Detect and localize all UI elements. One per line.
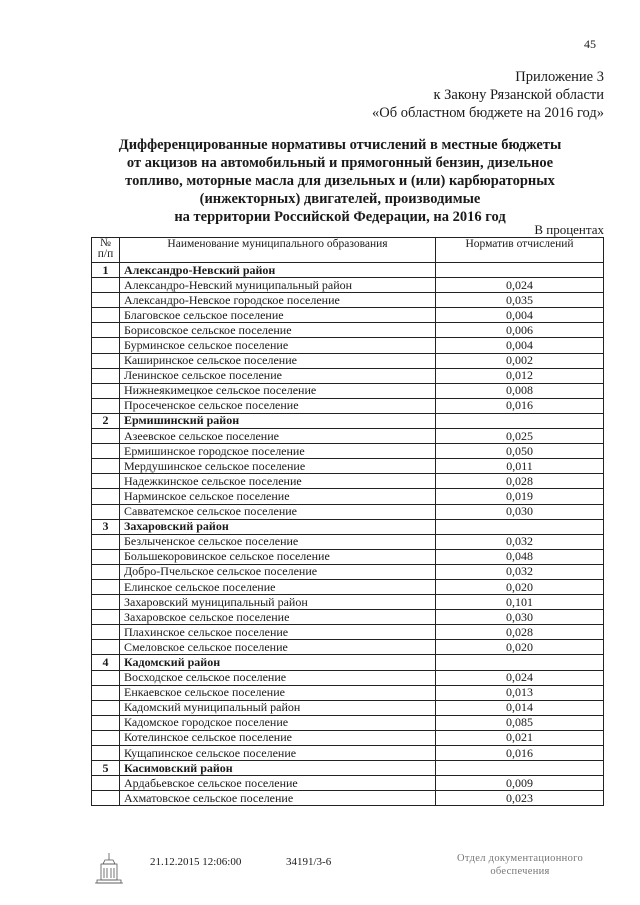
row-name: Савватемское сельское поселение [120,504,436,519]
row-number [92,640,120,655]
row-number [92,383,120,398]
row-name: Ахматовское сельское поселение [120,791,436,806]
row-value: 0,101 [436,595,604,610]
row-name: Добро-Пчельское сельское поселение [120,564,436,579]
row-number [92,685,120,700]
table-row [92,308,604,323]
appendix-header [372,68,604,122]
table-row [92,670,604,685]
appendix-line-2: к Закону Рязанской области [433,87,604,103]
row-value: 0,014 [436,700,604,715]
table-row [92,640,604,655]
table-row [92,579,604,594]
row-number [92,278,120,293]
row-value: 0,021 [436,730,604,745]
header-number [92,238,120,263]
row-name: Захаровское сельское поселение [120,610,436,625]
row-value [436,413,604,428]
row-name: Ермишинское городское поселение [120,444,436,459]
title-line-4: (инжекторных) двигателей, производимые [199,191,481,207]
row-number [92,504,120,519]
table-row [92,776,604,791]
row-number [92,444,120,459]
table-row [92,746,604,761]
row-name: Ермишинский район [120,413,436,428]
row-value: 0,012 [436,368,604,383]
table-row [92,595,604,610]
table-row [92,504,604,519]
row-name: Ардабьевское сельское поселение [120,776,436,791]
footer-doc-id: 34191/3-6 [286,856,332,868]
norms-table [91,237,604,806]
row-number [92,625,120,640]
footer-timestamp: 21.12.2015 12:06:00 [150,856,242,868]
row-name: Елинское сельское поселение [120,579,436,594]
row-value: 0,016 [436,398,604,413]
table-row [92,730,604,745]
row-name: Кущапинское сельское поселение [120,746,436,761]
row-value: 0,024 [436,278,604,293]
stamp-line-1: Отдел документационного [456,853,584,864]
table-row [92,398,604,413]
row-value: 0,028 [436,474,604,489]
district-row [92,655,604,670]
row-name: Кадомское городское поселение [120,715,436,730]
row-name: Нарминское сельское поселение [120,489,436,504]
row-name: Кадомский муниципальный район [120,700,436,715]
row-value: 0,009 [436,776,604,791]
row-value: 0,024 [436,670,604,685]
row-value: 0,016 [436,746,604,761]
table-row [92,293,604,308]
title-line-2: от акцизов на автомобильный и прямогонный бензин, дизельное [126,155,554,171]
row-number [92,730,120,745]
row-name: Александро-Невский муниципальный район [120,278,436,293]
row-number [92,459,120,474]
row-name: Мердушинское сельское поселение [120,459,436,474]
row-number [92,579,120,594]
row-value: 0,008 [436,383,604,398]
row-name: Захаровский муниципальный район [120,595,436,610]
row-number [92,534,120,549]
table-header-row [92,238,604,263]
row-value: 0,020 [436,640,604,655]
title-line-3: топливо, моторные масла для дизельных и (или) карбюраторных [125,173,555,189]
row-number [92,474,120,489]
row-name: Восходское сельское поселение [120,670,436,685]
table-row [92,444,604,459]
table-row [92,459,604,474]
table-row [92,353,604,368]
row-number: 5 [92,761,120,776]
row-value: 0,032 [436,534,604,549]
row-name: Енкаевское сельское поселение [120,685,436,700]
row-value: 0,013 [436,685,604,700]
row-number [92,610,120,625]
units-label: В процентах [534,222,604,237]
row-number [92,746,120,761]
row-value: 0,020 [436,579,604,594]
header-number-line-2: п/п [97,248,114,260]
title-line-5: на территории Российской Федерации, на 2016 год [174,209,506,225]
row-value [436,263,604,278]
department-stamp [444,852,596,878]
row-value [436,519,604,534]
table-row [92,368,604,383]
table-body [92,263,604,806]
row-value: 0,030 [436,504,604,519]
row-name: Просеченское сельское поселение [120,398,436,413]
row-number: 2 [92,413,120,428]
table-row [92,429,604,444]
title-line-1: Дифференцированные нормативы отчислений в местные бюджеты [118,137,562,153]
emblem-icon [92,850,126,886]
row-number: 1 [92,263,120,278]
row-name: Надежкинское сельское поселение [120,474,436,489]
table-row [92,549,604,564]
row-name: Смеловское сельское поселение [120,640,436,655]
appendix-line-1: Приложение 3 [515,69,604,85]
row-number: 3 [92,519,120,534]
row-number [92,549,120,564]
table-row [92,791,604,806]
row-value: 0,048 [436,549,604,564]
row-number [92,595,120,610]
row-value: 0,025 [436,429,604,444]
row-value [436,761,604,776]
page-number: 45 [584,37,596,51]
row-number [92,776,120,791]
document-title [92,136,588,226]
row-value: 0,011 [436,459,604,474]
row-value: 0,032 [436,564,604,579]
row-number [92,338,120,353]
row-value [436,655,604,670]
row-number [92,670,120,685]
row-value: 0,004 [436,338,604,353]
row-value: 0,035 [436,293,604,308]
district-row [92,413,604,428]
stamp-line-2: обеспечения [490,866,550,877]
table-row [92,323,604,338]
table-row [92,685,604,700]
row-name: Безлыченское сельское поселение [120,534,436,549]
table-row [92,383,604,398]
row-number [92,293,120,308]
row-number [92,564,120,579]
row-number: 4 [92,655,120,670]
row-value: 0,050 [436,444,604,459]
row-number [92,398,120,413]
district-row [92,761,604,776]
row-name: Кадомский район [120,655,436,670]
header-name: Наименование муниципального образования [120,238,436,263]
table-row [92,489,604,504]
row-name: Бурминское сельское поселение [120,338,436,353]
row-number [92,429,120,444]
row-number [92,323,120,338]
row-number [92,489,120,504]
row-name: Захаровский район [120,519,436,534]
row-value: 0,019 [436,489,604,504]
row-number [92,700,120,715]
row-value: 0,004 [436,308,604,323]
row-number [92,368,120,383]
row-value: 0,085 [436,715,604,730]
table-row [92,700,604,715]
row-value: 0,030 [436,610,604,625]
row-number [92,715,120,730]
row-value: 0,006 [436,323,604,338]
table-row [92,610,604,625]
table-row [92,564,604,579]
row-name: Котелинское сельское поселение [120,730,436,745]
row-value: 0,002 [436,353,604,368]
row-name: Большекоровинское сельское поселение [120,549,436,564]
row-number [92,791,120,806]
row-name: Азеевское сельское поселение [120,429,436,444]
row-number [92,353,120,368]
table-row [92,534,604,549]
table-row [92,278,604,293]
row-value: 0,023 [436,791,604,806]
table-row [92,474,604,489]
row-name: Касимовский район [120,761,436,776]
row-name: Ленинское сельское поселение [120,368,436,383]
row-name: Александро-Невское городское поселение [120,293,436,308]
district-row [92,519,604,534]
header-value: Норматив отчислений [436,238,604,263]
appendix-line-3: «Об областном бюджете на 2016 год» [372,105,604,121]
header-number-line-1: № [100,237,111,249]
table-row [92,715,604,730]
row-name: Благовское сельское поселение [120,308,436,323]
row-value: 0,028 [436,625,604,640]
row-name: Александро-Невский район [120,263,436,278]
row-name: Каширинское сельское поселение [120,353,436,368]
row-name: Нижнеякимецкое сельское поселение [120,383,436,398]
district-row [92,263,604,278]
table-row [92,625,604,640]
table-row [92,338,604,353]
row-name: Плахинское сельское поселение [120,625,436,640]
row-number [92,308,120,323]
row-name: Борисовское сельское поселение [120,323,436,338]
